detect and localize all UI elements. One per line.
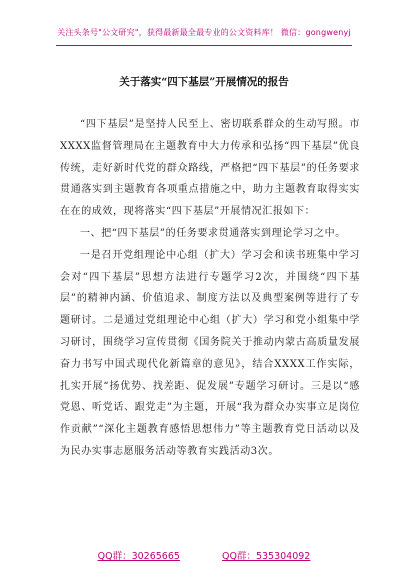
paragraph-section-heading: 一、把“四下基层”的任务要求贯通落实到理论学习之中。 — [80, 227, 346, 239]
document-body — [60, 114, 360, 463]
paragraph-intro: “四下基层”是坚持人民至上、密切联系群众的生动写照。市XXXX监督管理局在主题教育中大力传承和弘扬“四下基层”优良传统，走好新时代党的群众路线，严格把“四下基层”的任务要求贯通落实到主题教育各项重点措施之中，助力主题教育取得实实在在的成效，现将落实“四下基层”开展情况汇报如下： — [60, 119, 360, 218]
document-title: 关于落实“四下基层”开展情况的报告 — [119, 76, 289, 88]
footer — [0, 548, 408, 562]
header-note: 关注头条号"公文研究"，获得最新最全最专业的公文资料库！ 微信：gongwenyj — [57, 28, 351, 37]
footer-qq-group-2: QQ群：535304092 — [222, 551, 311, 562]
footer-qq-group-1: QQ群：30265665 — [97, 551, 180, 562]
header-divider — [56, 45, 352, 46]
paragraph-details: 一是召开党组理论中心组（扩大）学习会和读书班集中学习会对“四下基层”思想方法进行专题学习2次，并围绕“四下基层”的精神内涵、价值追求、制度方法以及典型案例等进行了专题研讨。二是通过党组理论中心组（扩大）学习和党小组集中学习研讨，围绕学习宣传贯彻《国务院关于推动内蒙古高质量发展奋力书写中国式现代化新篇章的意见》，结合XXXX工作实际，扎实开展“扬优势、找差距、促发展”专题学习研讨。三是以“感党恩、听党话、跟党走”为主题，开展“我为群众办实事立足岗位作贡献”“深化主题教育感悟思想伟力”等主题教育党日活动以及为民办实事志愿服务活动等教育实践活动3次。 — [60, 249, 360, 457]
